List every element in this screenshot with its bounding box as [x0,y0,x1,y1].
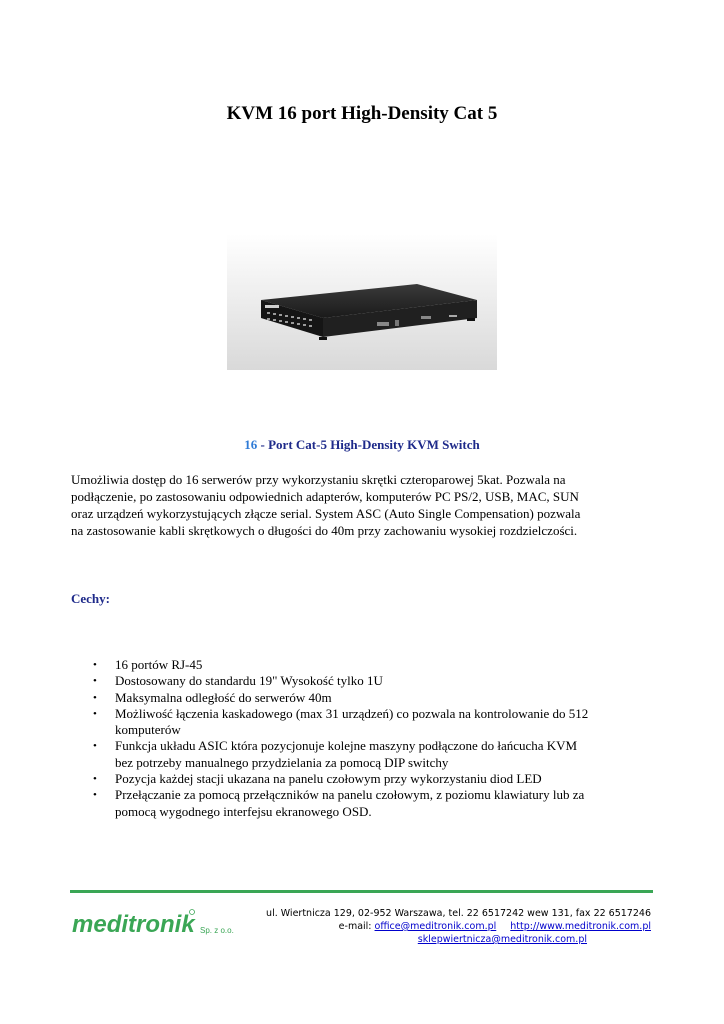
kvm-switch-photo [227,234,497,370]
shop-email-row [266,933,651,946]
feature-item: • Przełączanie za pomocą przełączników na panelu czołowym, z poziomu klawiatury lub za pomocą wygodnego interfejsu ekranowego OSD. [93,787,585,819]
bullet-icon: • [93,740,97,753]
page-title: KVM 16 port High-Density Cat 5 [226,103,498,124]
bullet-icon: • [93,789,97,802]
email-link[interactable]: office@meditronik.com.pl [374,921,497,932]
port-count: 16 [244,437,258,452]
description-line: podłączenie, po zastosowaniu odpowiednich adapterów, komputerów PC PS/2, USB, MAC, SUN [71,489,579,504]
description-line: oraz urządzeń wykorzystujących złącze serial. System ASC (Auto Single Compensation) pozwala [71,506,581,521]
bullet-icon: • [93,691,97,704]
shop-email-link[interactable]: sklepwiertnicza@meditronik.com.pl [417,934,587,945]
description-line: na zastosowanie kabli skrętkowych o długości do 40m przy zachowaniu wysokiej rozdzielczości. [71,523,578,538]
feature-item: • Dostosowany do standardu 19" Wysokość tylko 1U [93,673,383,689]
feature-item: • Maksymalna odległość do serwerów 40m [93,689,332,705]
meditronik-logo [72,906,262,942]
feature-item: • Pozycja każdej stacji ukazana na panelu czołowym przy wykorzystaniu diod LED [93,771,542,787]
email-label: e-mail: [338,921,375,932]
subtitle-text: - Port Cat-5 High-Density KVM Switch [257,437,480,452]
feature-item: • Funkcja układu ASIC która pozycjonuje kolejne maszyny podłączone do łańcucha KVM bez potrzeby manualnego przydzielania za pomocą DIP switchy [93,738,578,770]
bullet-icon: • [93,773,97,786]
logo-suffix: Sp. z o.o. [200,926,234,935]
company-address: ul. Wiertnicza 129, 02-952 Warszawa, tel. 22 6517242 wew 131, fax 22 6517246 [266,908,651,919]
footer-contact [266,907,651,946]
features-heading: Cechy: [71,591,110,606]
bullet-icon: • [93,707,97,720]
logo-wordmark: meditronik [72,911,195,938]
feature-item: • 16 portów RJ-45 [93,657,203,672]
website-link[interactable]: http://www.meditronik.com.pl [510,921,651,932]
bullet-icon: • [93,675,97,688]
product-description [71,471,661,539]
contact-links [266,920,651,933]
features-list [92,657,660,820]
product-subtitle [0,437,724,453]
feature-item: • Możliwość łączenia kaskadowego (max 31 urządzeń) co pozwala na kontrolowanie do 512 komputerów [93,705,589,738]
footer-divider [70,890,653,893]
description-line: Umożliwia dostęp do 16 serwerów przy wykorzystaniu skrętki czteroparowej 5kat. Pozwala na [71,472,566,487]
bullet-icon: • [93,659,97,671]
